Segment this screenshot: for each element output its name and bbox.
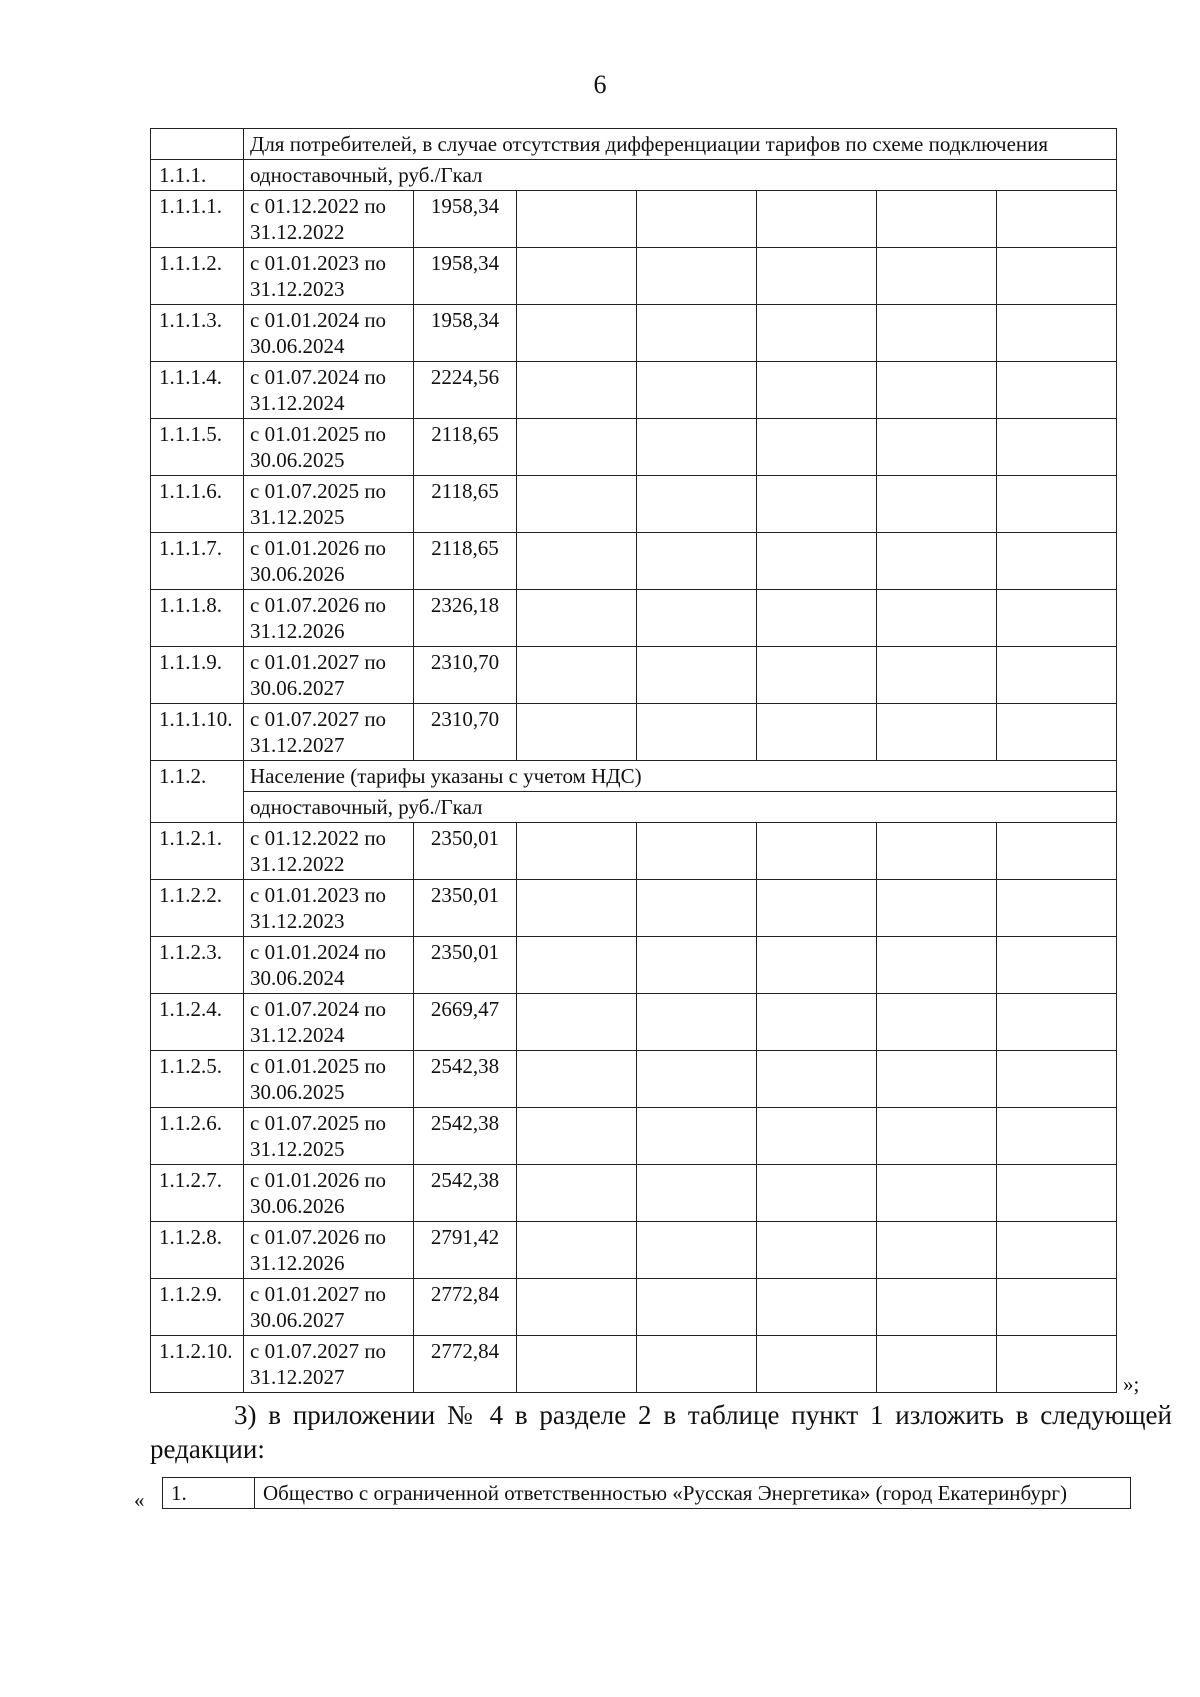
empty-cell — [877, 590, 997, 647]
empty-cell — [637, 1336, 757, 1393]
row-period: с 01.01.2023 по 31.12.2023 — [244, 880, 414, 937]
empty-cell — [517, 1165, 637, 1222]
row-period: с 01.01.2027 по 30.06.2027 — [244, 1279, 414, 1336]
empty-cell — [517, 533, 637, 590]
opening-quote: « — [134, 1488, 145, 1512]
row-period: с 01.12.2022 по 31.12.2022 — [244, 823, 414, 880]
empty-cell — [997, 248, 1117, 305]
row-period: с 01.07.2026 по 31.12.2026 — [244, 590, 414, 647]
empty-cell — [757, 590, 877, 647]
organization-number: 1. — [163, 1478, 255, 1509]
row-code: 1.1.2.6. — [151, 1108, 244, 1165]
empty-cell — [637, 1051, 757, 1108]
tariff-row — [151, 419, 1117, 476]
row-value: 2791,42 — [414, 1222, 517, 1279]
row-code: 1.1.1.8. — [151, 590, 244, 647]
empty-cell — [637, 533, 757, 590]
row-code: 1.1.2.5. — [151, 1051, 244, 1108]
tariff-row — [151, 1336, 1117, 1393]
row-code: 1.1.2.7. — [151, 1165, 244, 1222]
row-period: с 01.07.2026 по 31.12.2026 — [244, 1222, 414, 1279]
empty-cell — [637, 590, 757, 647]
empty-cell — [517, 994, 637, 1051]
tariff-row — [151, 880, 1117, 937]
empty-cell — [637, 1222, 757, 1279]
empty-cell — [997, 191, 1117, 248]
empty-cell — [517, 419, 637, 476]
empty-cell — [637, 191, 757, 248]
empty-cell — [517, 362, 637, 419]
empty-cell — [997, 1108, 1117, 1165]
tariff-row — [151, 823, 1117, 880]
row-period: с 01.01.2024 по 30.06.2024 — [244, 937, 414, 994]
tariff-row — [151, 1279, 1117, 1336]
row-value: 1958,34 — [414, 305, 517, 362]
row-code: 1.1.1.10. — [151, 704, 244, 761]
empty-cell — [757, 419, 877, 476]
row-value: 2542,38 — [414, 1051, 517, 1108]
empty-cell — [997, 1336, 1117, 1393]
row-value: 2772,84 — [414, 1336, 517, 1393]
empty-cell — [637, 937, 757, 994]
tariff-row — [151, 305, 1117, 362]
empty-cell — [997, 704, 1117, 761]
tariff-row — [151, 1165, 1117, 1222]
empty-cell — [757, 880, 877, 937]
empty-cell — [757, 823, 877, 880]
empty-cell — [877, 880, 997, 937]
organization-row — [163, 1478, 1131, 1509]
group-label: одноставочный, руб./Гкал — [244, 160, 1117, 191]
empty-cell — [517, 704, 637, 761]
header-note: Для потребителей, в случае отсутствия дифференциации тарифов по схеме подключения — [244, 129, 1117, 160]
row-value: 2118,65 — [414, 476, 517, 533]
tariff-row — [151, 362, 1117, 419]
empty-cell — [877, 419, 997, 476]
empty-cell — [637, 1165, 757, 1222]
empty-cell — [877, 1165, 997, 1222]
empty-cell — [997, 362, 1117, 419]
row-period: с 01.07.2025 по 31.12.2025 — [244, 1108, 414, 1165]
row-value: 2350,01 — [414, 880, 517, 937]
empty-cell — [877, 1108, 997, 1165]
row-value: 2118,65 — [414, 533, 517, 590]
empty-cell — [757, 191, 877, 248]
row-value: 2542,38 — [414, 1108, 517, 1165]
row-value: 2224,56 — [414, 362, 517, 419]
empty-cell — [757, 1108, 877, 1165]
row-period: с 01.01.2027 по 30.06.2027 — [244, 647, 414, 704]
row-code: 1.1.1.3. — [151, 305, 244, 362]
row-value: 2542,38 — [414, 1165, 517, 1222]
empty-cell — [517, 1051, 637, 1108]
empty-cell — [517, 1108, 637, 1165]
row-code: 1.1.2.8. — [151, 1222, 244, 1279]
empty-cell — [757, 994, 877, 1051]
empty-cell — [637, 647, 757, 704]
amendment-paragraph: 3) в приложении № 4 в разделе 2 в таблице пункт 1 изложить в следующей редакции: — [150, 1400, 1172, 1464]
row-value: 2118,65 — [414, 419, 517, 476]
row-code: 1.1.2.4. — [151, 994, 244, 1051]
empty-cell — [877, 937, 997, 994]
empty-cell — [757, 937, 877, 994]
row-code: 1.1.1.9. — [151, 647, 244, 704]
empty-cell — [877, 305, 997, 362]
empty-cell — [877, 1336, 997, 1393]
empty-cell — [997, 533, 1117, 590]
tariff-table — [150, 128, 1117, 1393]
tariff-row — [151, 937, 1117, 994]
empty-cell — [877, 1279, 997, 1336]
row-value: 2669,47 — [414, 994, 517, 1051]
empty-cell — [637, 1108, 757, 1165]
row-period: с 01.01.2023 по 31.12.2023 — [244, 248, 414, 305]
empty-cell — [517, 823, 637, 880]
row-period: с 01.12.2022 по 31.12.2022 — [244, 191, 414, 248]
empty-cell — [517, 1279, 637, 1336]
empty-cell — [757, 533, 877, 590]
row-code: 1.1.2.9. — [151, 1279, 244, 1336]
empty-cell — [757, 704, 877, 761]
empty-cell — [877, 533, 997, 590]
empty-cell — [637, 305, 757, 362]
empty-cell — [997, 476, 1117, 533]
empty-cell — [997, 1279, 1117, 1336]
tariff-row — [151, 1222, 1117, 1279]
empty-cell — [877, 248, 997, 305]
tariff-row — [151, 994, 1117, 1051]
row-period: с 01.07.2024 по 31.12.2024 — [244, 362, 414, 419]
empty-cell — [997, 1222, 1117, 1279]
row-code: 1.1.2.3. — [151, 937, 244, 994]
empty-cell — [637, 248, 757, 305]
empty-cell — [637, 419, 757, 476]
row-period: с 01.01.2025 по 30.06.2025 — [244, 419, 414, 476]
empty-cell — [637, 823, 757, 880]
row-value: 1958,34 — [414, 191, 517, 248]
row-code: 1.1.2.10. — [151, 1336, 244, 1393]
organization-table — [162, 1477, 1131, 1509]
empty-cell — [517, 476, 637, 533]
row-code: 1.1.1.1. — [151, 191, 244, 248]
empty-cell — [997, 1051, 1117, 1108]
row-period: с 01.07.2027 по 31.12.2027 — [244, 1336, 414, 1393]
group-label: одноставочный, руб./Гкал — [244, 792, 1117, 823]
row-period: с 01.07.2025 по 31.12.2025 — [244, 476, 414, 533]
empty-cell — [997, 994, 1117, 1051]
empty-cell — [517, 248, 637, 305]
empty-cell — [517, 647, 637, 704]
tariff-row — [151, 1108, 1117, 1165]
empty-cell — [997, 823, 1117, 880]
empty-cell — [757, 1336, 877, 1393]
empty-cell — [517, 305, 637, 362]
empty-cell — [757, 305, 877, 362]
empty-cell — [997, 419, 1117, 476]
closing-quote: »; — [1123, 1372, 1140, 1396]
empty-cell — [877, 704, 997, 761]
empty-cell — [757, 1165, 877, 1222]
empty-cell — [997, 937, 1117, 994]
row-period: с 01.01.2026 по 30.06.2026 — [244, 1165, 414, 1222]
row-period: с 01.01.2024 по 30.06.2024 — [244, 305, 414, 362]
empty-cell — [757, 248, 877, 305]
organization-name: Общество с ограниченной ответственностью «Русская Энергетика» (город Екатеринбург) — [255, 1478, 1131, 1509]
row-value: 1958,34 — [414, 248, 517, 305]
row-period: с 01.07.2024 по 31.12.2024 — [244, 994, 414, 1051]
empty-cell — [517, 937, 637, 994]
group-code: 1.1.1. — [151, 160, 244, 191]
tariff-row — [151, 476, 1117, 533]
empty-cell — [517, 590, 637, 647]
row-code: 1.1.2.1. — [151, 823, 244, 880]
tariff-row — [151, 533, 1117, 590]
row-period: с 01.01.2025 по 30.06.2025 — [244, 1051, 414, 1108]
empty-cell — [637, 476, 757, 533]
empty-cell — [637, 704, 757, 761]
tariff-row — [151, 191, 1117, 248]
empty-cell — [877, 1051, 997, 1108]
empty-cell — [877, 1222, 997, 1279]
empty-cell — [757, 647, 877, 704]
empty-cell — [997, 305, 1117, 362]
group-label-row — [151, 792, 1117, 823]
header-note-code-cell — [151, 129, 244, 160]
empty-cell — [877, 994, 997, 1051]
empty-cell — [877, 823, 997, 880]
empty-cell — [517, 880, 637, 937]
empty-cell — [517, 1336, 637, 1393]
tariff-row — [151, 647, 1117, 704]
tariff-row — [151, 1051, 1117, 1108]
row-code: 1.1.1.5. — [151, 419, 244, 476]
row-period: с 01.07.2027 по 31.12.2027 — [244, 704, 414, 761]
row-period: с 01.01.2026 по 30.06.2026 — [244, 533, 414, 590]
empty-cell — [757, 1051, 877, 1108]
empty-cell — [877, 362, 997, 419]
empty-cell — [757, 476, 877, 533]
empty-cell — [877, 647, 997, 704]
empty-cell — [637, 1279, 757, 1336]
row-value: 2310,70 — [414, 704, 517, 761]
empty-cell — [757, 1222, 877, 1279]
group-code: 1.1.2. — [151, 761, 244, 823]
row-code: 1.1.1.2. — [151, 248, 244, 305]
empty-cell — [997, 1165, 1117, 1222]
tariff-row — [151, 248, 1117, 305]
empty-cell — [997, 647, 1117, 704]
empty-cell — [757, 362, 877, 419]
group-title: Население (тарифы указаны с учетом НДС) — [244, 761, 1117, 792]
empty-cell — [637, 362, 757, 419]
row-value: 2772,84 — [414, 1279, 517, 1336]
page-number: 6 — [593, 70, 607, 99]
row-value: 2310,70 — [414, 647, 517, 704]
empty-cell — [637, 994, 757, 1051]
empty-cell — [637, 880, 757, 937]
tariff-row — [151, 590, 1117, 647]
row-code: 1.1.2.2. — [151, 880, 244, 937]
group-row — [151, 160, 1117, 191]
header-note-row — [151, 129, 1117, 160]
row-code: 1.1.1.6. — [151, 476, 244, 533]
row-value: 2326,18 — [414, 590, 517, 647]
group-row — [151, 761, 1117, 792]
empty-cell — [877, 191, 997, 248]
empty-cell — [517, 191, 637, 248]
row-value: 2350,01 — [414, 937, 517, 994]
empty-cell — [757, 1279, 877, 1336]
tariff-row — [151, 704, 1117, 761]
empty-cell — [877, 476, 997, 533]
row-code: 1.1.1.4. — [151, 362, 244, 419]
row-value: 2350,01 — [414, 823, 517, 880]
row-code: 1.1.1.7. — [151, 533, 244, 590]
empty-cell — [997, 590, 1117, 647]
empty-cell — [517, 1222, 637, 1279]
empty-cell — [997, 880, 1117, 937]
